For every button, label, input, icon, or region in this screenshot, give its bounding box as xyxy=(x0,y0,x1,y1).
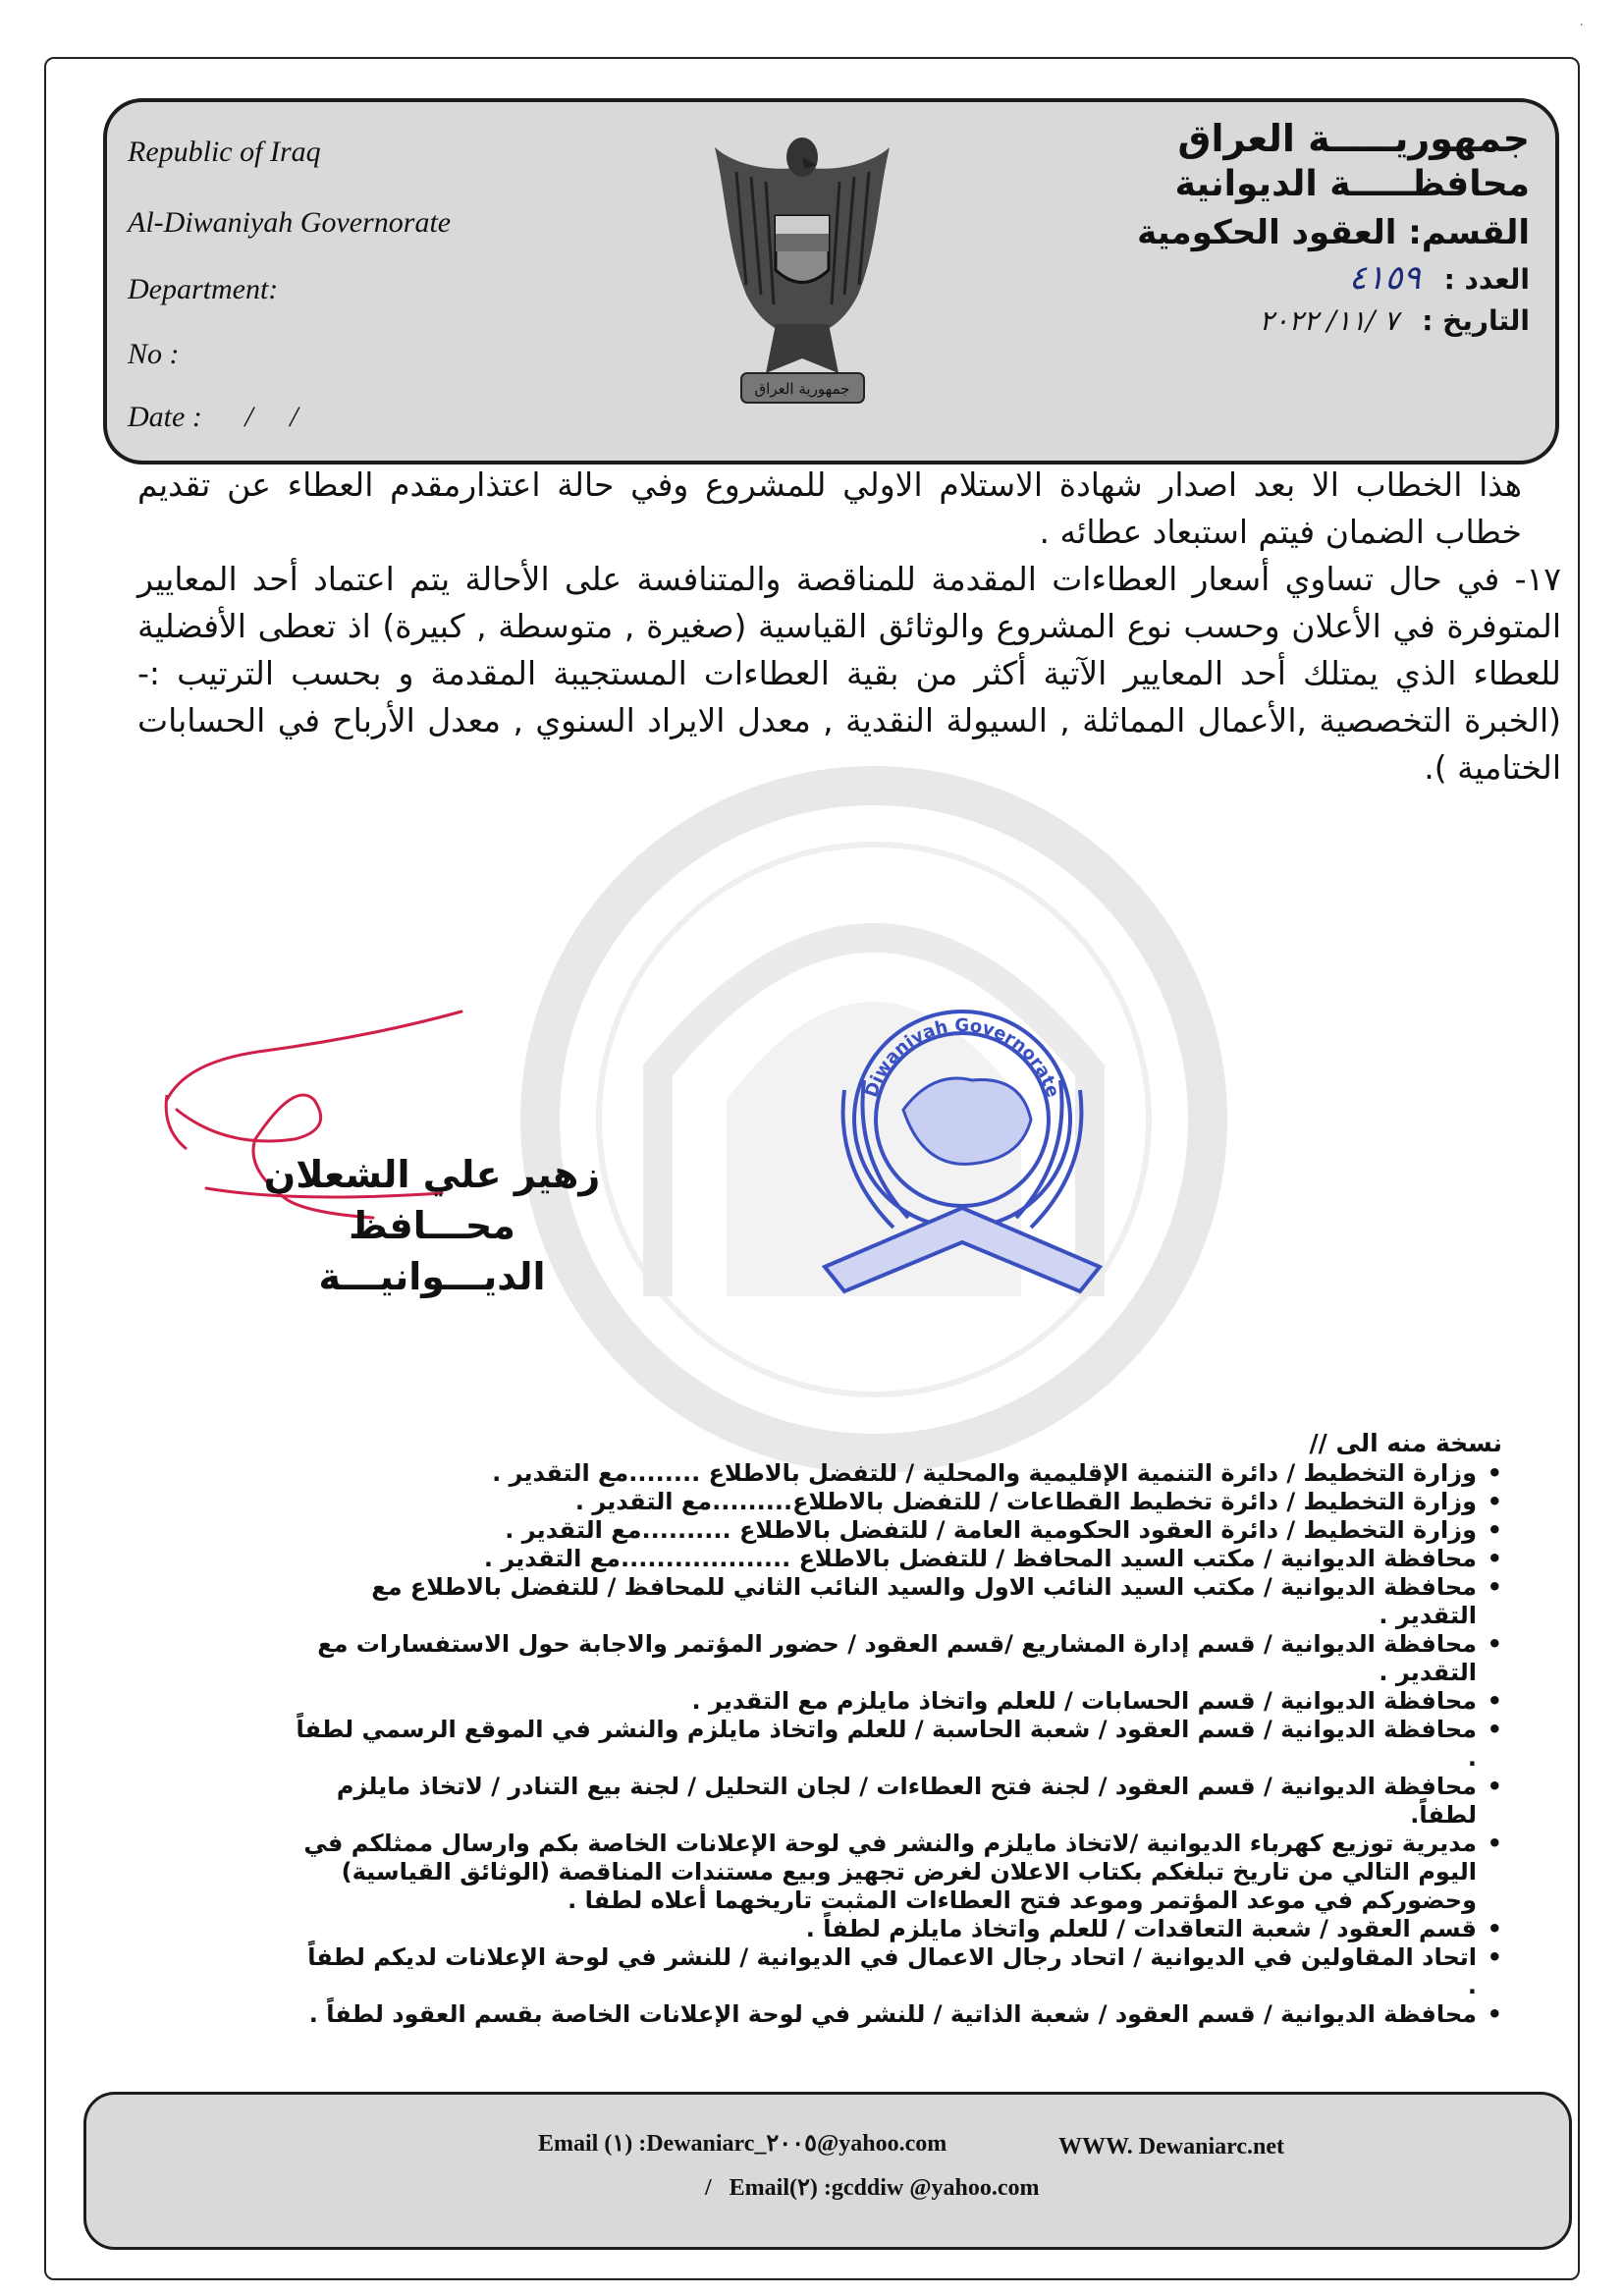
paragraph-continuation: هذا الخطاب الا بعد اصدار شهادة الاستلام الاولي للمشروع وفي حالة اعتذارمقدم العطاء عن تقديم خطاب الضمان فيتم استبعاد عطائه . xyxy=(137,465,1522,551)
list-item: • مديرية توزيع كهرباء الديوانية /لاتخاذ مايلزم والنشر في لوحة الإعلانات الخاصة بكم وارسال ممثلكم في اليوم التالي من تاريخ تبلغكم بكتاب الاعلان لغرض تجهيز وبيع مستندات المناقصة (الوثائق القياسية) وحضوركم في موعد المؤتمر وموعد فتح العطاءات المثبت تاريخهما أعلاه لطفا . xyxy=(295,1830,1502,1915)
footer-contact-box xyxy=(83,2092,1572,2250)
list-item: • محافظة الديوانية / مكتب السيد المحافظ / للتفضل بالاطلاع ...................مع التقدير . xyxy=(295,1545,1502,1573)
list-item: • محافظة الديوانية / قسم الحسابات / للعلم واتخاذ مايلزم مع التقدير . xyxy=(295,1687,1502,1716)
footer-website: WWW. Dewaniarc.net xyxy=(1058,2134,1284,2159)
list-item: • وزارة التخطيط / دائرة التنمية الإقليمية والمحلية / للتفضل بالاطلاع ........مع التقدير . xyxy=(295,1459,1502,1488)
governor-block xyxy=(260,1149,604,1302)
list-item: • وزارة التخطيط / دائرة العقود الحكومية العامة / للتفضل بالاطلاع ..........مع التقدير . xyxy=(295,1516,1502,1545)
list-item: • محافظة الديوانية / مكتب السيد النائب الاول والسيد النائب الثاني للمحافظ / للتفضل بالاطلاع مع التقدير . xyxy=(295,1573,1502,1630)
number-label-en: No : xyxy=(128,338,180,370)
letterhead-arabic xyxy=(1019,116,1530,342)
number-row xyxy=(1019,257,1530,301)
country-en: Republic of Iraq xyxy=(128,136,321,168)
list-item: • محافظة الديوانية / قسم العقود / لجنة فتح العطاءات / لجان التحليل / لجنة بيع التنادر / لاتخاذ مايلزم لطفاً. xyxy=(295,1773,1502,1830)
governor-title: محـــافظ الديـــوانيـــة xyxy=(318,1204,546,1298)
letter-body xyxy=(137,462,1561,792)
copies-title: نسخة منه الى // xyxy=(1309,1429,1502,1457)
country-ar: جمهوريـــــة العراق xyxy=(1177,117,1530,160)
iraq-eagle-emblem xyxy=(707,128,898,422)
clause-17: ١٧- في حال تساوي أسعار العطاءات المقدمة للمناقصة والمتنافسة على الأحالة يتم اعتماد أحد المعايير المتوفرة في الأعلان وحسب نوع المشروع والوثائق القياسية (صغيرة , متوسطة , كبيرة) اذ تعطى الأفضلية للعطاء الذي يمتلك أحد المعايير الآتية أكثر من بقية العطاءات المستجيبة المقدمة و بحسب الترتيب :- (الخبرة التخصصية ,الأعمال المماثلة , السيولة النقدية , معدل الايراد السنوي , معدل الأرباح في الحسابات الختامية ). xyxy=(137,560,1561,787)
footer-email-1: Email (١) :Dewaniarc_٢٠٠٥@yahoo.com xyxy=(538,2131,947,2157)
letter-date: ٧ /١١/ ٢٠٢٢ xyxy=(1259,304,1399,337)
list-item: • وزارة التخطيط / دائرة تخطيط القطاعات / للتفضل بالاطلاع.........مع التقدير . xyxy=(295,1488,1502,1516)
copies-list xyxy=(295,1429,1502,2029)
list-item: • اتحاد المقاولين في الديوانية / اتحاد رجال الاعمال في الديوانية / للنشر في لوحة الإعلانات لديكم لطفاً . xyxy=(295,1943,1502,2000)
seal-text: Diwaniyah Governorate xyxy=(861,1014,1063,1101)
letter-number: ٤١٥٩ xyxy=(1348,258,1421,298)
governorate-en: Al-Diwaniyah Governorate xyxy=(128,206,452,239)
date-label-en xyxy=(128,403,298,432)
scan-mark: · xyxy=(1579,18,1584,33)
date-label-ar: التاريخ : xyxy=(1422,304,1530,337)
department-label-en: Department: xyxy=(128,273,279,305)
list-item: • قسم العقود / شعبة التعاقدات / للعلم واتخاذ مايلزم لطفاً . xyxy=(295,1915,1502,1943)
list-item: • محافظة الديوانية / قسم العقود / شعبة الذاتية / للنشر في لوحة الإعلانات الخاصة بقسم العقود لطفاً . xyxy=(295,2000,1502,2029)
footer-email-2: / Email(٢) :gcddiw @yahoo.com xyxy=(705,2175,1040,2201)
department-ar: القسم: العقود الحكومية xyxy=(1137,213,1530,252)
copies-recipients xyxy=(295,1459,1502,2029)
governor-name: زهير علي الشعلان xyxy=(263,1153,601,1196)
governorate-ar: محافظـــــة الديوانية xyxy=(1174,164,1530,204)
date-slashes: / / xyxy=(244,401,298,433)
emblem-caption: جمهورية العراق xyxy=(754,380,850,398)
number-label-ar: العدد : xyxy=(1443,263,1530,296)
list-item: • محافظة الديوانية / قسم إدارة المشاريع /قسم العقود / حضور المؤتمر والاجابة حول الاستفسارات مع التقدير . xyxy=(295,1630,1502,1687)
date-label-text: Date : xyxy=(128,401,202,433)
governorate-blue-seal xyxy=(805,972,1119,1296)
date-row xyxy=(1019,301,1530,342)
list-item: • محافظة الديوانية / قسم العقود / شعبة الحاسبة / للعلم واتخاذ مايلزم والنشر في الموقع الرسمي لطفاً . xyxy=(295,1716,1502,1773)
